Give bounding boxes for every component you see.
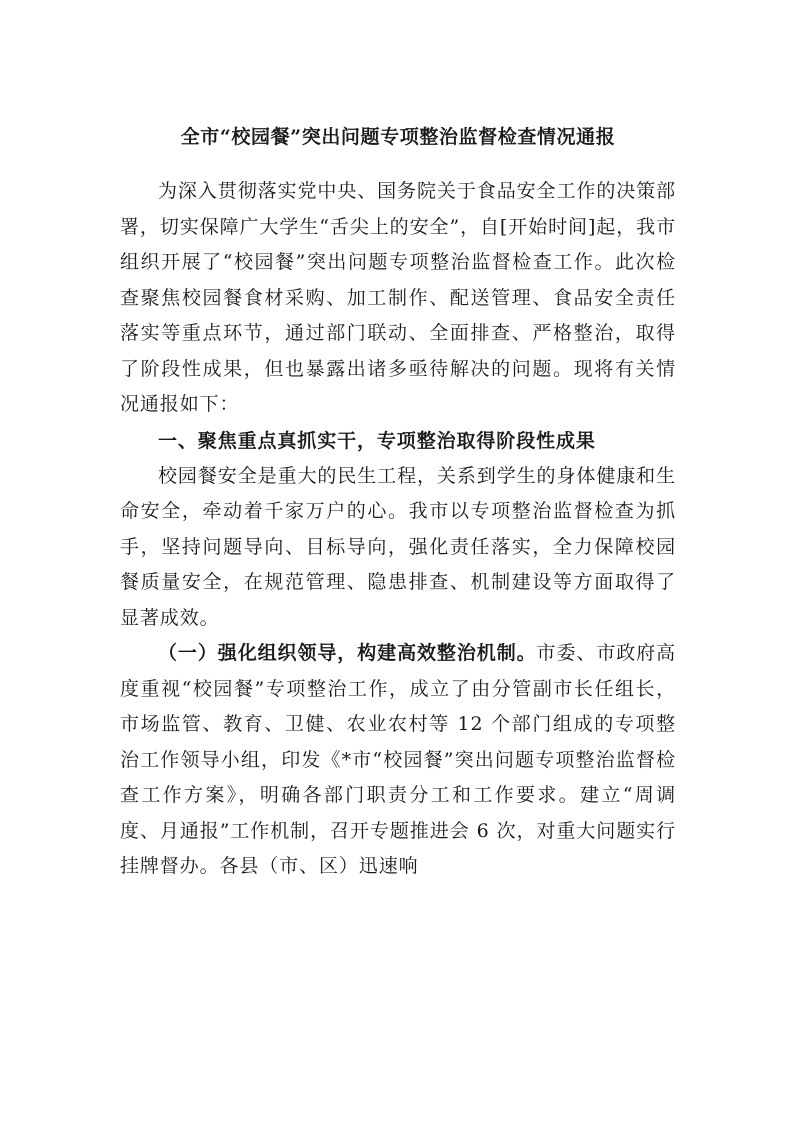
subsection-body-1: 市委、市政府高度重视“校园餐”专项整治工作，成立了由分管副市长任组长，市场监管、教育、卫健、农业农村等 12 个部门组成的专项整治工作领导小组，印发《*市“校园餐”突出问题专项整治监督检查工作方案》，明确各部门职责分工和工作要求。建立“周调度、月通报”工作机制，召开专题推进会 6 次，对重大问题实行挂牌督办。各县（市、区）迅速响 (120, 642, 676, 877)
document-page (120, 110, 676, 885)
section-heading-1: 一、聚焦重点真抓实干，专项整治取得阶段性成果 (158, 429, 596, 452)
subsection-paragraph-1 (120, 636, 676, 885)
intro-paragraph: 为深入贯彻落实党中央、国务院关于食品安全工作的决策部署，切实保障广大学生“舌尖上的安全”，自[开始时间]起，我市组织开展了“校园餐”突出问题专项整治监督检查工作。此次检查聚焦校园餐食材采购、加工制作、配送管理、食品安全责任落实等重点环节，通过部门联动、全面排查、严格整治，取得了阶段性成果，但也暴露出诸多亟待解决的问题。现将有关情况通报如下： (120, 180, 676, 415)
section-paragraph-1: 校园餐安全是重大的民生工程，关系到学生的身体健康和生命安全，牵动着千家万户的心。我市以专项整治监督检查为抓手，坚持问题导向、目标导向，强化责任落实，全力保障校园餐质量安全，在规范管理、隐患排查、机制建设等方面取得了显著成效。 (120, 464, 676, 629)
document-title: 全市“校园餐”突出问题专项整治监督检查情况通报 (180, 126, 616, 148)
subsection-lead-1: （一）强化组织领导，构建高效整治机制。 (158, 642, 537, 664)
